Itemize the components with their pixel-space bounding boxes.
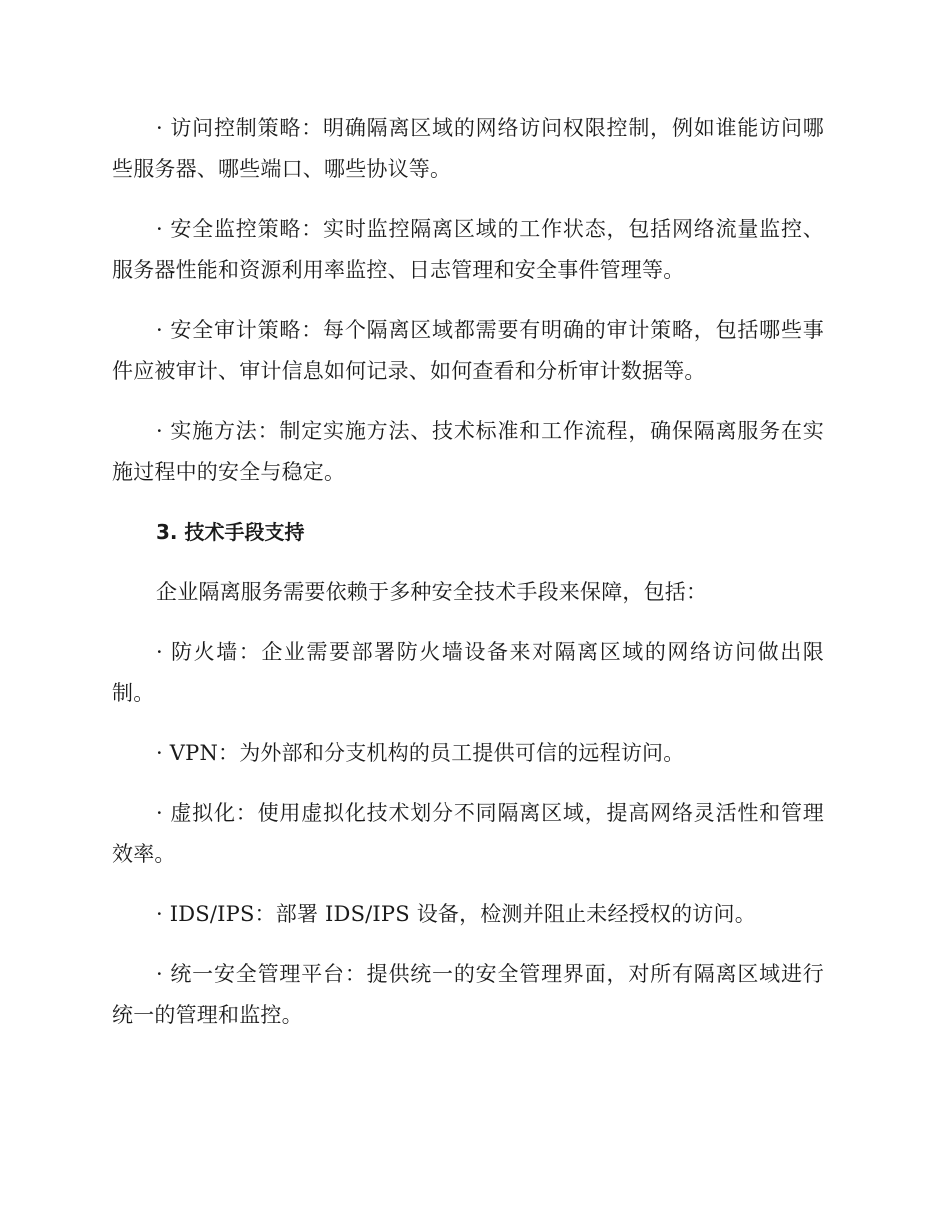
bullet-implementation-method: · 实施方法：制定实施方法、技术标准和工作流程，确保隔离服务在实施过程中的安全与稳定。 <box>112 419 824 484</box>
bullet-firewall: · 防火墙：企业需要部署防火墙设备来对隔离区域的网络访问做出限制。 <box>112 640 824 705</box>
bullet-vpn: · VPN：为外部和分支机构的员工提供可信的远程访问。 <box>156 741 685 765</box>
section-intro: 企业隔离服务需要依赖于多种安全技术手段来保障，包括： <box>156 580 708 604</box>
document-page <box>112 108 824 1055</box>
bullet-unified-security-platform: · 统一安全管理平台：提供统一的安全管理界面，对所有隔离区域进行统一的管理和监控。 <box>112 962 824 1027</box>
bullet-ids-ips: · IDS/IPS：部署 IDS/IPS 设备，检测并阻止未经授权的访问。 <box>156 902 756 926</box>
section-heading: 3. 技术手段支持 <box>156 520 305 544</box>
bullet-access-control-policy: · 访问控制策略：明确隔离区域的网络访问权限控制，例如谁能访问哪些服务器、哪些端口、哪些协议等。 <box>112 116 824 181</box>
bullet-security-audit-policy: · 安全审计策略：每个隔离区域都需要有明确的审计策略，包括哪些事件应被审计、审计信息如何记录、如何查看和分析审计数据等。 <box>112 318 824 383</box>
bullet-security-monitoring-policy: · 安全监控策略：实时监控隔离区域的工作状态，包括网络流量监控、服务器性能和资源利用率监控、日志管理和安全事件管理等。 <box>112 217 824 282</box>
bullet-virtualization: · 虚拟化：使用虚拟化技术划分不同隔离区域，提高网络灵活性和管理效率。 <box>112 801 824 866</box>
